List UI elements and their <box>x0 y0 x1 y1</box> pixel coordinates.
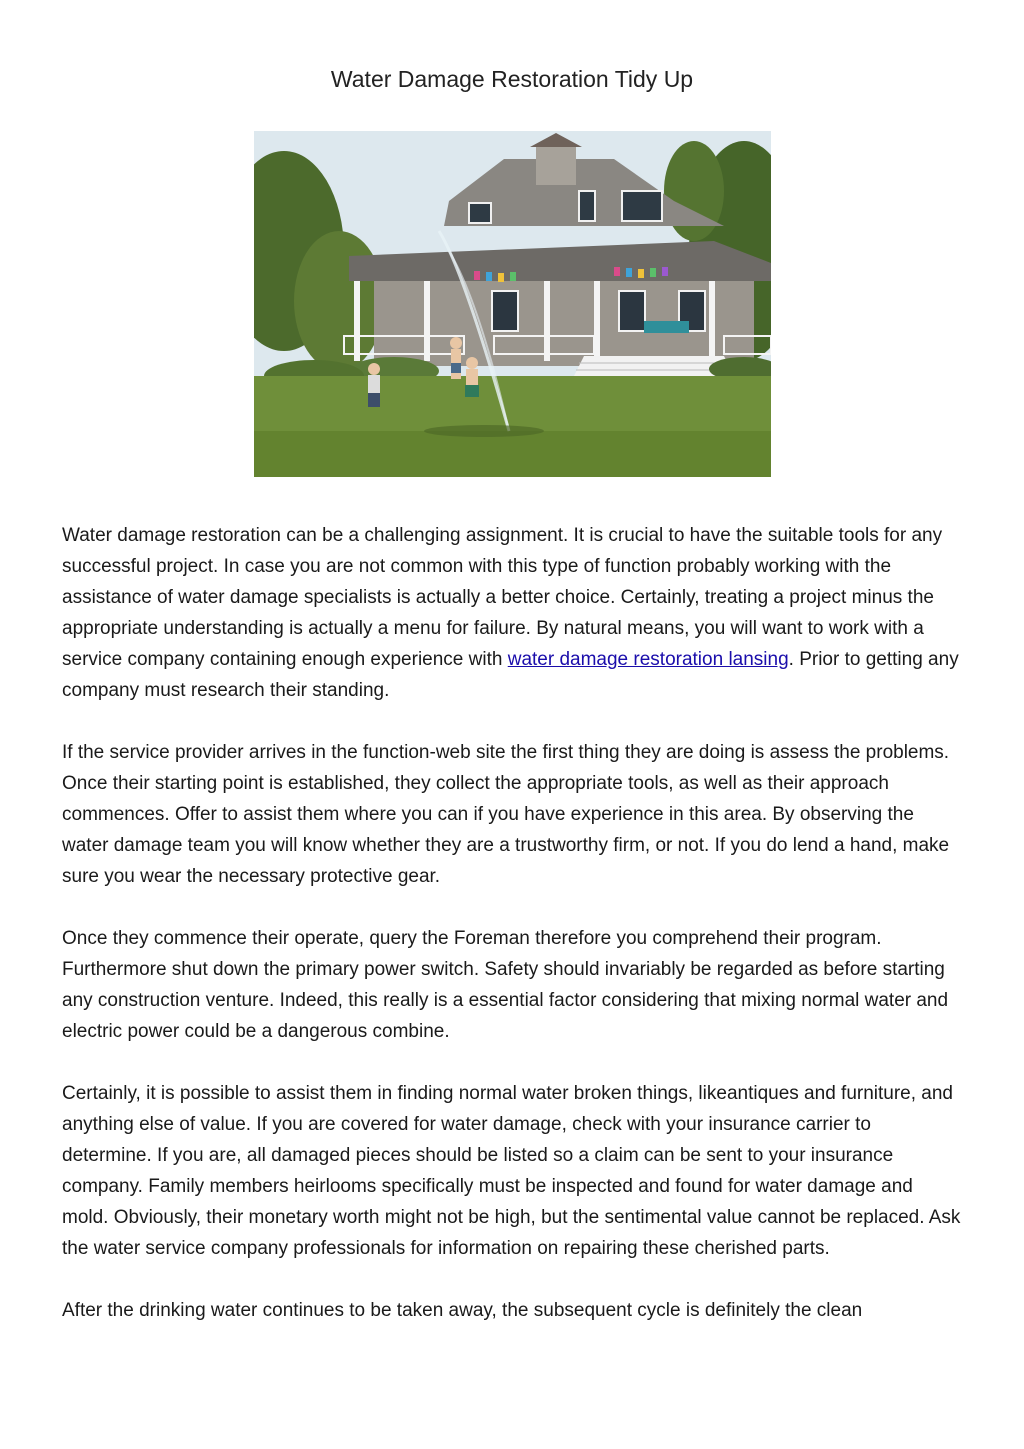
paragraph-4: Certainly, it is possible to assist them in finding normal water broken things, likeantiques and furniture, and anything else of value. If you are covered for water damage, check with your insurance carrier to determine. If you are, all damaged pieces should be listed so a claim can be sent to your insurance company. Family members heirlooms specifically must be inspected and found for water damage and mold. Obviously, their monetary worth might not be high, but the sentimental value cannot be replaced. Ask the water service company professionals for information on repairing these cherished parts. <box>62 1083 961 1259</box>
paragraph-3: Once they commence their operate, query the Foreman therefore you comprehend their program. Furthermore shut down the primary power switch. Safety should invariably be regarded as before starting any construction venture. Indeed, this really is a essential factor considering that mixing normal water and electric power could be a dangerous combine. <box>62 928 949 1042</box>
paragraph-1 <box>62 520 962 706</box>
water-damage-restoration-lansing-link[interactable]: water damage restoration lansing <box>507 649 789 670</box>
paragraph-2: If the service provider arrives in the function-web site the first thing they are doing is assess the problems. Once their starting point is established, they collect the appropriate tools, as well as their approach commences. Offer to assist them where you can if you have experience in this area. By observing the water damage team you will know whether they are a trustworthy firm, or not. If you do lend a hand, make sure you wear the necessary protective gear. <box>62 742 950 887</box>
house-photo <box>254 131 771 477</box>
paragraph-1-text: Water damage restoration can be a challenging assignment. It is crucial to have the suitable tools for any successful project. In case you are not common with this type of function probably working with the assistance of water damage specialists is actually a better choice. Certainly, treating a project minus the appropriate understanding is actually a menu for failure. By natural means, you will want to work with a service company containing enough experience with <box>62 525 943 670</box>
paragraph-5: After the drinking water continues to be taken away, the subsequent cycle is definitely the clean <box>62 1300 863 1321</box>
article-body <box>62 520 962 1357</box>
page-title: Water Damage Restoration Tidy Up <box>330 66 694 92</box>
paragraph-1-text-end: . Prior to getting any company must research their standing. <box>62 649 959 701</box>
